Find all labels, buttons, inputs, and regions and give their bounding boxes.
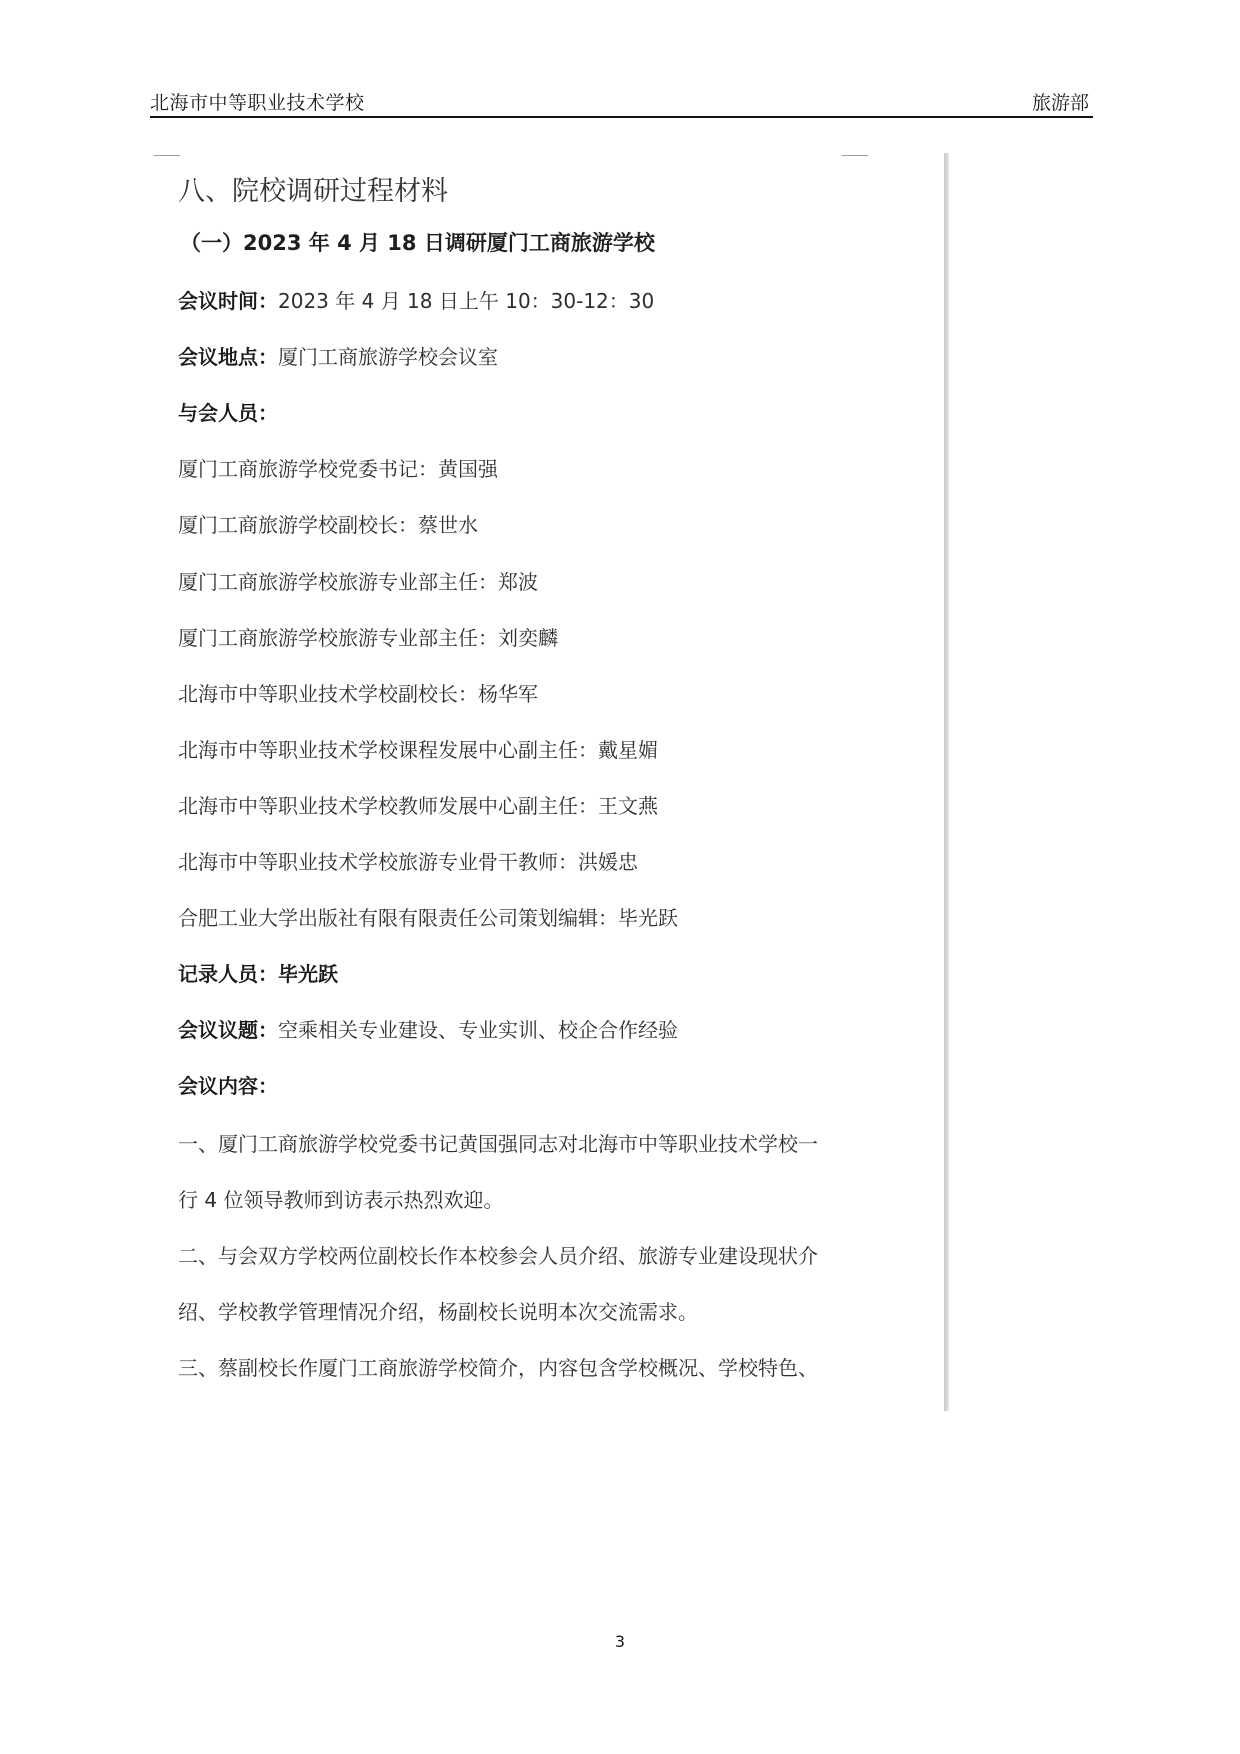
meeting-place-label: 会议地点： xyxy=(178,345,278,369)
attendees-label: 与会人员： xyxy=(178,401,278,425)
scanned-document-image xyxy=(150,153,950,1413)
meeting-time-line xyxy=(178,285,654,314)
content-label-line xyxy=(178,1070,278,1099)
subsection-title: （一）2023 年 4 月 18 日调研厦门工商旅游学校 xyxy=(180,231,655,255)
attendee-item: 合肥工业大学出版社有限有限责任公司策划编辑：毕光跃 xyxy=(178,906,678,930)
recorder-line xyxy=(178,958,338,987)
meeting-time-value: 2023 年 4 月 18 日上午 10：30-12：30 xyxy=(278,289,655,313)
meeting-place-value: 厦门工商旅游学校会议室 xyxy=(278,345,498,369)
topic-value: 空乘相关专业建设、专业实训、校企合作经验 xyxy=(278,1018,678,1042)
attendee-item: 厦门工商旅游学校副校长：蔡世水 xyxy=(178,513,478,537)
recorder-label: 记录人员： xyxy=(178,962,278,986)
scan-edge-shadow xyxy=(944,153,949,1411)
paragraph-line: 行 4 位领导教师到访表示热烈欢迎。 xyxy=(178,1188,504,1212)
scan-corner-mark-right xyxy=(842,155,868,156)
header-department: 旅游部 xyxy=(1031,92,1089,114)
meeting-place-line xyxy=(178,341,498,370)
attendee-item: 北海市中等职业技术学校旅游专业骨干教师：洪媛忠 xyxy=(178,850,638,874)
content-label: 会议内容： xyxy=(178,1074,278,1098)
paragraph-line: 一、厦门工商旅游学校党委书记黄国强同志对北海市中等职业技术学校一 xyxy=(178,1132,818,1156)
paragraph-line: 二、与会双方学校两位副校长作本校参会人员介绍、旅游专业建设现状介 xyxy=(178,1244,818,1268)
attendee-item: 北海市中等职业技术学校课程发展中心副主任：戴星媚 xyxy=(178,738,658,762)
scan-corner-mark-left xyxy=(154,155,180,156)
topic-label: 会议议题： xyxy=(178,1018,278,1042)
meeting-time-label: 会议时间： xyxy=(178,289,278,313)
attendee-item: 北海市中等职业技术学校教师发展中心副主任：王文燕 xyxy=(178,794,658,818)
section-title: 八、院校调研过程材料 xyxy=(178,176,448,207)
attendee-item: 北海市中等职业技术学校副校长：杨华军 xyxy=(178,682,538,706)
topic-line xyxy=(178,1014,678,1043)
attendee-item: 厦门工商旅游学校旅游专业部主任：郑波 xyxy=(178,570,538,594)
page-header xyxy=(150,88,1093,118)
paragraph-line: 绍、学校教学管理情况介绍，杨副校长说明本次交流需求。 xyxy=(178,1300,698,1324)
attendees-label-line xyxy=(178,397,278,426)
recorder-value: 毕光跃 xyxy=(278,962,338,986)
attendee-item: 厦门工商旅游学校党委书记：黄国强 xyxy=(178,457,498,481)
page-number: 3 xyxy=(614,1632,626,1651)
paragraph-line: 三、蔡副校长作厦门工商旅游学校简介，内容包含学校概况、学校特色、 xyxy=(178,1356,818,1380)
attendee-item: 厦门工商旅游学校旅游专业部主任：刘奕麟 xyxy=(178,626,558,650)
header-school-name: 北海市中等职业技术学校 xyxy=(150,92,365,114)
